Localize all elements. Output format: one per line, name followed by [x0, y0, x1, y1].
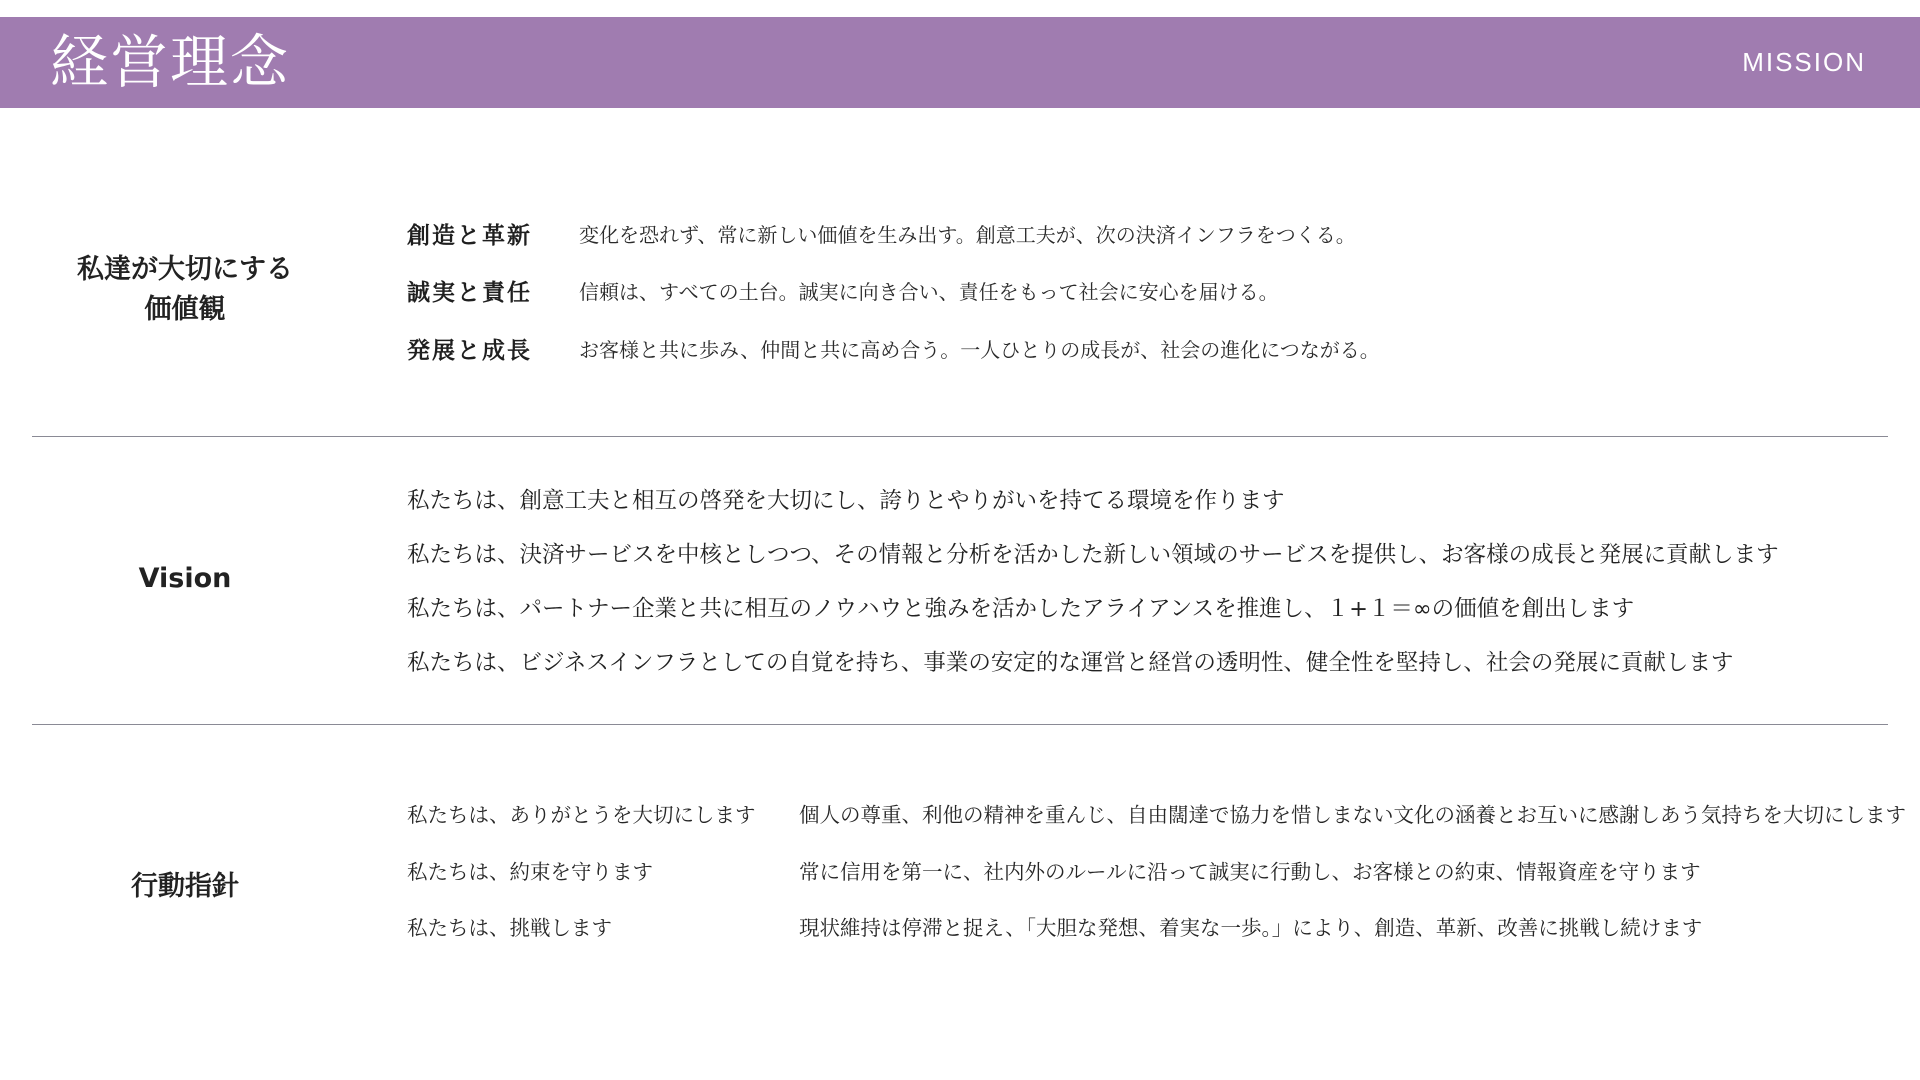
- action-row: [407, 911, 1702, 941]
- value-description: 変化を恐れず、常に新しい価値を生み出す。創意工夫が、次の決済インフラをつくる。: [579, 223, 1356, 247]
- value-name: 発展と成長: [407, 338, 532, 364]
- value-row: [407, 332, 1380, 365]
- page-title: 経営理念: [50, 28, 291, 96]
- action-row: [407, 798, 1906, 828]
- action-label: 行動指針: [131, 871, 239, 902]
- value-row: [407, 217, 1356, 250]
- action-description: 個人の尊重、利他の精神を重んじ、自由闊達で協力を惜しまない文化の涵養とお互いに感謝しあう気持ちを大切にします: [799, 803, 1906, 827]
- action-section: [0, 725, 1920, 975]
- vision-statement: 私たちは、決済サービスを中核としつつ、その情報と分析を活かした新しい領域のサービスを提供し、お客様の成長と発展に貢献します: [407, 542, 1779, 568]
- action-row: [407, 855, 1701, 885]
- values-label-line2: 価値観: [144, 294, 226, 325]
- value-name: 誠実と責任: [407, 280, 532, 306]
- action-description: 現状維持は停滞と捉え、「大胆な発想、着実な一歩。」により、創造、革新、改善に挑戦し続けます: [799, 916, 1703, 940]
- value-name: 創造と革新: [407, 223, 532, 249]
- vision-label: Vision: [138, 563, 232, 594]
- values-section: [0, 200, 1920, 400]
- value-row: [407, 274, 1279, 307]
- vision-statement: 私たちは、創意工夫と相互の啓発を大切にし、誇りとやりがいを持てる環境を作ります: [407, 488, 1285, 514]
- action-title: 私たちは、約束を守ります: [407, 860, 653, 884]
- value-description: 信頼は、すべての土台。誠実に向き合い、責任をもって社会に安心を届ける。: [579, 280, 1279, 304]
- values-label-line1: 私達が大切にする: [77, 254, 293, 285]
- action-title: 私たちは、挑戦します: [407, 916, 612, 940]
- header-bar: [0, 17, 1920, 108]
- value-description: お客様と共に歩み、仲間と共に高め合う。一人ひとりの成長が、社会の進化につながる。: [579, 338, 1380, 362]
- vision-statement: 私たちは、パートナー企業と共に相互のノウハウと強みを活かしたアライアンスを推進し、１+１＝∞の価値を創出します: [407, 596, 1635, 622]
- values-label: [45, 250, 325, 330]
- vision-statement: 私たちは、ビジネスインフラとしての自覚を持ち、事業の安定的な運営と経営の透明性、健全性を堅持し、社会の発展に貢献します: [407, 650, 1734, 676]
- action-description: 常に信用を第一に、社内外のルールに沿って誠実に行動し、お客様との約束、情報資産を守ります: [799, 860, 1701, 884]
- action-title: 私たちは、ありがとうを大切にします: [407, 803, 756, 827]
- vision-section: [0, 437, 1920, 724]
- page-subtitle: MISSION: [1742, 47, 1866, 77]
